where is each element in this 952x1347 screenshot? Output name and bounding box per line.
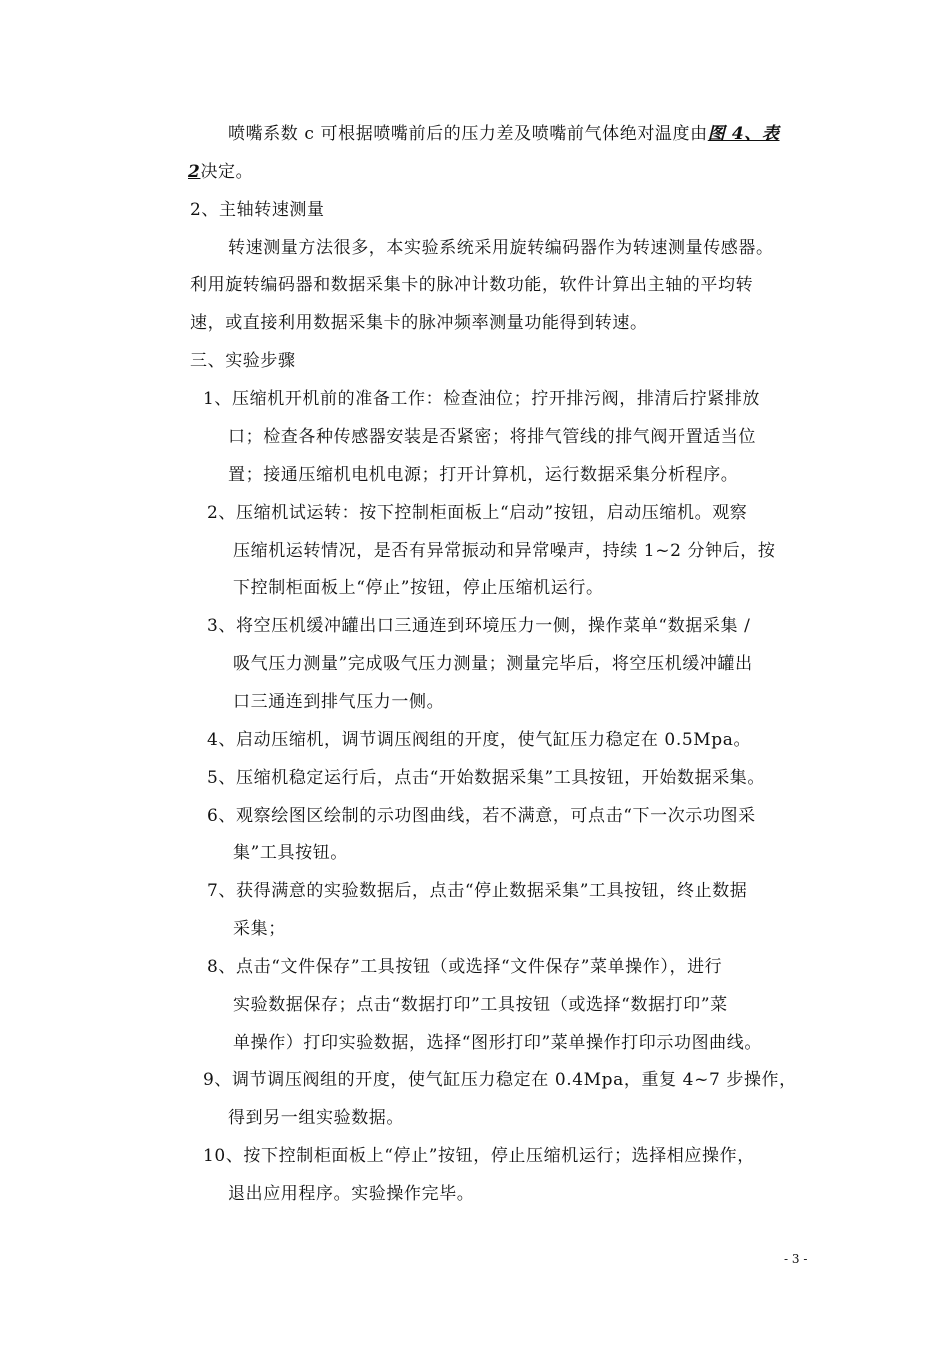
page-number: - 3 - xyxy=(784,1252,808,1266)
step-line: 5、压缩机稳定运行后，点击“开始数据采集”工具按钮，开始数据采集。 xyxy=(207,768,765,788)
step-line: 3、将空压机缓冲罐出口三通连到环境压力一侧，操作菜单“数据采集 / xyxy=(207,616,751,636)
step-line: 口；检查各种传感器安装是否紧密；将排气管线的排气阀开置适当位 xyxy=(228,427,756,447)
step-line: 置；接通压缩机电机电源；打开计算机，运行数据采集分析程序。 xyxy=(228,465,739,485)
step-line: 采集； xyxy=(233,919,286,939)
step-line: 6、观察绘图区绘制的示功图曲线，若不满意，可点击“下一次示功图采 xyxy=(207,806,756,826)
step-line: 实验数据保存；点击“数据打印”工具按钮（或选择“数据打印”菜 xyxy=(233,995,728,1015)
step-line: 10、按下控制柜面板上“停止”按钮，停止压缩机运行；选择相应操作， xyxy=(203,1146,755,1166)
section-heading-steps: 三、实验步骤 xyxy=(190,351,296,371)
nozzle-paragraph-line-2 xyxy=(188,160,253,184)
nozzle-text: 喷嘴系数 c 可根据喷嘴前后的压力差及喷嘴前气体绝对温度由 xyxy=(228,124,708,144)
step-line: 口三通连到排气压力一侧。 xyxy=(233,692,445,712)
step-line: 单操作）打印实验数据，选择“图形打印”菜单操作打印示功图曲线。 xyxy=(233,1033,762,1053)
step-line: 吸气压力测量”完成吸气压力测量；测量完毕后，将空压机缓冲罐出 xyxy=(233,654,753,674)
speed-paragraph-line: 利用旋转编码器和数据采集卡的脉冲计数功能，软件计算出主轴的平均转 xyxy=(190,275,754,295)
step-line: 1、压缩机开机前的准备工作：检查油位；拧开排污阀，排清后拧紧排放 xyxy=(203,389,761,409)
step-line: 7、获得满意的实验数据后，点击“停止数据采集”工具按钮，终止数据 xyxy=(207,881,748,901)
figure-table-reference[interactable]: 图 4、表 xyxy=(707,124,780,144)
step-line: 压缩机运转情况，是否有异常振动和异常噪声，持续 1~2 分钟后，按 xyxy=(233,541,776,561)
speed-paragraph-line: 转速测量方法很多，本实验系统采用旋转编码器作为转速测量传感器。 xyxy=(228,238,774,258)
nozzle-paragraph-line-1 xyxy=(228,122,779,146)
step-line: 8、点击“文件保存”工具按钮（或选择“文件保存”菜单操作），进行 xyxy=(207,957,723,977)
nozzle-text-end: 决定。 xyxy=(200,162,254,182)
step-line: 退出应用程序。实验操作完毕。 xyxy=(228,1184,475,1204)
step-line: 2、压缩机试运转：按下控制柜面板上“启动”按钮，启动压缩机。观察 xyxy=(207,503,748,523)
speed-paragraph-line: 速，或直接利用数据采集卡的脉冲频率测量功能得到转速。 xyxy=(190,313,648,333)
step-line: 集”工具按钮。 xyxy=(233,843,348,863)
section-heading-spindle-speed: 2、主轴转速测量 xyxy=(190,200,325,220)
step-line: 9、调节调压阀组的开度，使气缸压力稳定在 0.4Mpa，重复 4~7 步操作， xyxy=(203,1070,797,1090)
step-line: 得到另一组实验数据。 xyxy=(228,1108,404,1128)
step-line: 下控制柜面板上“停止”按钮，停止压缩机运行。 xyxy=(233,578,604,598)
table-reference-number[interactable]: 2 xyxy=(188,162,201,182)
step-line: 4、启动压缩机，调节调压阀组的开度，使气缸压力稳定在 0.5Mpa。 xyxy=(207,730,752,750)
